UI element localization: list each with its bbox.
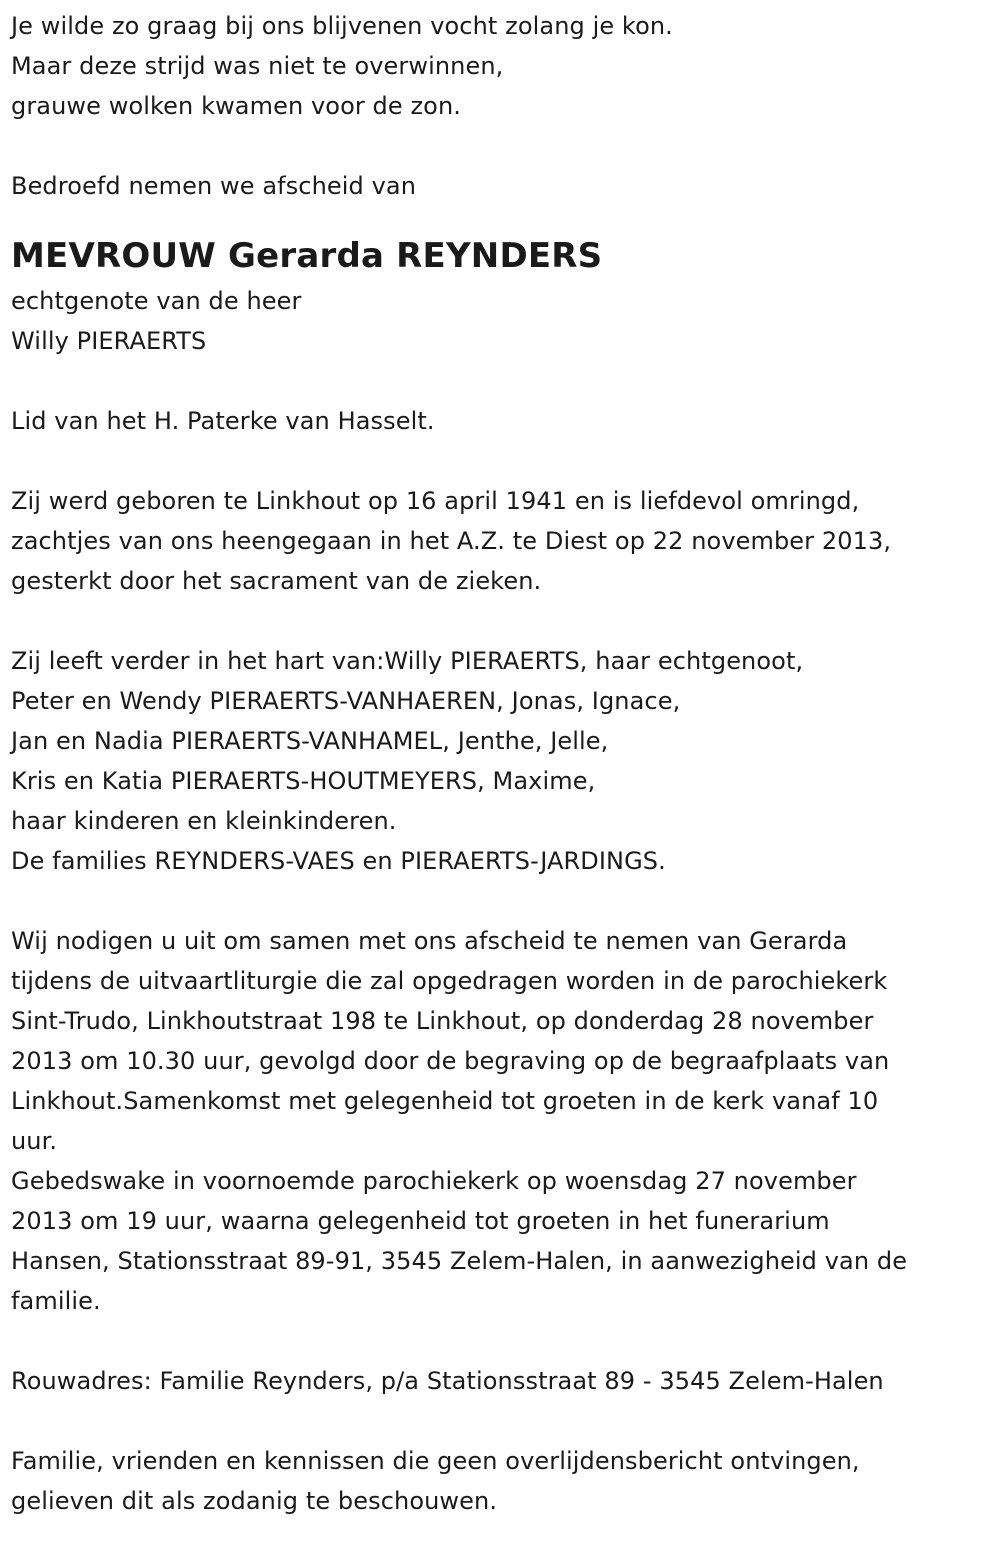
spouse-name: Willy PIERAERTS bbox=[11, 327, 207, 355]
paragraph-line: gesterkt door het sacrament van de zieken. bbox=[11, 567, 542, 595]
paragraph-line: Sint-Trudo, Linkhoutstraat 198 te Linkhout, op donderdag 28 november bbox=[11, 1007, 874, 1035]
spacer bbox=[11, 361, 991, 401]
spacer bbox=[11, 1401, 991, 1441]
paragraph-line: 2013 om 10.30 uur, gevolgd door de begraving op de begraafplaats van bbox=[11, 1047, 890, 1075]
closing-paragraph bbox=[11, 1441, 991, 1521]
paragraph-line: tijdens de uitvaartliturgie die zal opgedragen worden in de parochiekerk bbox=[11, 967, 888, 995]
paragraph-line: uur. bbox=[11, 1127, 58, 1155]
poem-line: Maar deze strijd was niet te overwinnen, bbox=[11, 52, 504, 80]
spacer bbox=[11, 441, 991, 481]
spouse-line: echtgenote van de heer bbox=[11, 287, 302, 315]
spacer bbox=[11, 881, 991, 921]
paragraph-line: Linkhout.Samenkomst met gelegenheid tot groeten in de kerk vanaf 10 bbox=[11, 1087, 879, 1115]
paragraph-line: zachtjes van ons heengegaan in het A.Z. te Diest op 22 november 2013, bbox=[11, 527, 892, 555]
paragraph-line: gelieven dit als zodanig te beschouwen. bbox=[11, 1487, 498, 1515]
paragraph-line: Wij nodigen u uit om samen met ons afscheid te nemen van Gerarda bbox=[11, 927, 848, 955]
deceased-name: MEVROUW Gerarda REYNDERS bbox=[11, 236, 603, 276]
paragraph-line: Jan en Nadia PIERAERTS-VANHAMEL, Jenthe, Jelle, bbox=[11, 727, 609, 755]
intro-text: Bedroefd nemen we afscheid van bbox=[11, 172, 417, 200]
paragraph-line: Zij leeft verder in het hart van:Willy PIERAERTS, haar echtgenoot, bbox=[11, 647, 804, 675]
poem-line: grauwe wolken kwamen voor de zon. bbox=[11, 92, 462, 120]
poem-line: Je wilde zo graag bij ons blijvenen vocht zolang je kon. bbox=[11, 12, 673, 40]
spacer bbox=[11, 1321, 991, 1361]
paragraph-line: De families REYNDERS-VAES en PIERAERTS-JARDINGS. bbox=[11, 847, 666, 875]
mourning-address: Rouwadres: Familie Reynders, p/a Stationsstraat 89 - 3545 Zelem-Halen bbox=[11, 1367, 884, 1395]
membership-text: Lid van het H. Paterke van Hasselt. bbox=[11, 407, 435, 435]
paragraph-line: haar kinderen en kleinkinderen. bbox=[11, 807, 397, 835]
paragraph-line: Peter en Wendy PIERAERTS-VANHAEREN, Jonas, Ignace, bbox=[11, 687, 681, 715]
paragraph-line: Kris en Katia PIERAERTS-HOUTMEYERS, Maxime, bbox=[11, 767, 596, 795]
paragraph-line: Familie, vrienden en kennissen die geen overlijdensbericht ontvingen, bbox=[11, 1447, 860, 1475]
paragraph-line: familie. bbox=[11, 1287, 101, 1315]
ceremony-paragraph bbox=[11, 921, 991, 1321]
paragraph-line: Hansen, Stationsstraat 89-91, 3545 Zelem-Halen, in aanwezigheid van de bbox=[11, 1247, 908, 1275]
paragraph-line: Zij werd geboren te Linkhout op 16 april 1941 en is liefdevol omringd, bbox=[11, 487, 860, 515]
spacer bbox=[11, 126, 991, 166]
birth-death-paragraph bbox=[11, 481, 991, 601]
spacer bbox=[11, 601, 991, 641]
paragraph-line: Gebedswake in voornoemde parochiekerk op woensdag 27 november bbox=[11, 1167, 857, 1195]
poem bbox=[11, 6, 991, 126]
obituary-notice bbox=[11, 6, 991, 1521]
survivors-paragraph bbox=[11, 641, 991, 881]
paragraph-line: 2013 om 19 uur, waarna gelegenheid tot groeten in het funerarium bbox=[11, 1207, 830, 1235]
